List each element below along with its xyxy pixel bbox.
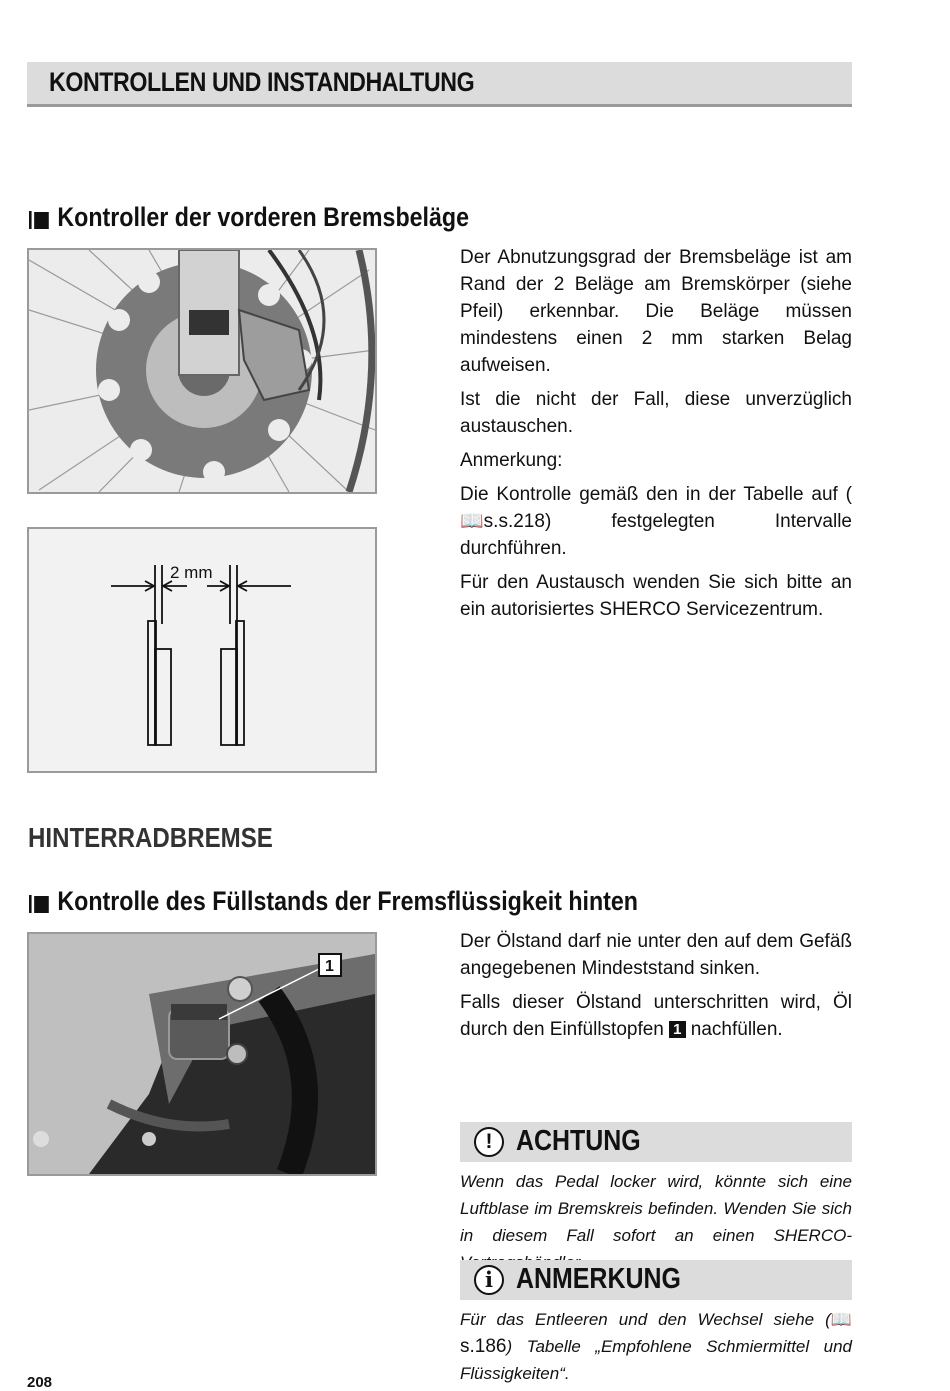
- front-brake-illustration: [29, 250, 375, 492]
- book-reference-icon: 📖: [460, 511, 484, 532]
- page-number: 208: [27, 1374, 53, 1391]
- header-band: [27, 62, 852, 107]
- subsection-title: HINTERRADBREMSE: [28, 822, 273, 853]
- paragraph: Ist die nicht der Fall, diese unverzüglich austauschen.: [460, 389, 852, 437]
- book-reference-icon: 📖: [830, 1310, 852, 1329]
- paragraph-text: Die Kontrolle gemäß den in der Tabelle auf (: [460, 484, 852, 505]
- brake-pad-wear-diagram: [29, 529, 375, 771]
- section-title-front-brake: [29, 202, 469, 234]
- warning-callout: [460, 1122, 852, 1162]
- rear-reservoir-illustration: [29, 934, 375, 1174]
- section-title-rear-brake-fluid: [29, 886, 638, 918]
- paragraph-text: Falls dieser Ölstand unterschritten wird, Öl durch den Einfüllstopfen: [460, 992, 852, 1040]
- warning-text: Wenn das Pedal locker wird, könnte sich eine Luftblase im Bremskreis befinden. Wenden Sie sich in diesem Fall sofort an einen SHERCO-: [460, 1172, 852, 1245]
- bullet-square-icon: [29, 203, 49, 234]
- note-label: ANMERKUNG: [516, 1263, 681, 1295]
- paragraph-with-reference: [460, 481, 852, 562]
- front-brake-photo: [27, 248, 377, 494]
- note-text-part: Für das Entleeren und den Wechsel siehe (: [460, 1310, 831, 1329]
- note-text: [460, 1306, 852, 1387]
- section-title-text: Kontroller der vorderen Bremsbeläge: [57, 202, 470, 232]
- note-text-part: ) Tabelle „Empfohlene Schmiermittel und Flüssigkeiten“.: [460, 1337, 852, 1383]
- paragraph-with-badge: [460, 989, 852, 1043]
- rear-brake-text: [460, 928, 852, 1050]
- warning-label: ACHTUNG: [516, 1125, 641, 1157]
- page-reference[interactable]: s.186: [460, 1336, 507, 1357]
- section-title-text: Kontrolle des Füllstands der Fremsflüssigkeit hinten: [57, 886, 638, 916]
- exclamation-icon: !: [474, 1127, 504, 1157]
- page-reference[interactable]: s.s.218: [483, 511, 545, 532]
- paragraph-text: ) festgelegten Intervalle durchführen.: [460, 511, 852, 559]
- bullet-square-icon: [29, 887, 49, 918]
- paragraph: Der Ölstand darf nie unter den auf dem Gefäß angegebenen Mindeststand sinken.: [460, 931, 852, 979]
- paragraph: Für den Austausch wenden Sie sich bitte an ein autorisiertes SHERCO Servicezentrum.: [460, 572, 852, 620]
- info-icon: i: [474, 1265, 504, 1295]
- paragraph-text: nachfüllen.: [690, 1019, 783, 1040]
- rear-reservoir-photo: [27, 932, 377, 1176]
- paragraph: Anmerkung:: [460, 450, 563, 471]
- photo-callout-number: 1: [325, 958, 334, 975]
- page-header-title: KONTROLLEN UND INSTANDHALTUNG: [49, 67, 475, 97]
- front-brake-text: [460, 244, 852, 630]
- brake-pad-diagram: [27, 527, 377, 773]
- dimension-label: 2 mm: [170, 563, 213, 582]
- paragraph: Der Abnutzungsgrad der Bremsbeläge ist am Rand der 2 Beläge am Bremskörper (siehe Pfeil) erkennbar. Die Beläge müssen mindestens einen 2 mm starken Belag aufweisen.: [460, 247, 852, 376]
- note-callout: [460, 1260, 852, 1300]
- callout-badge: 1: [669, 1021, 685, 1038]
